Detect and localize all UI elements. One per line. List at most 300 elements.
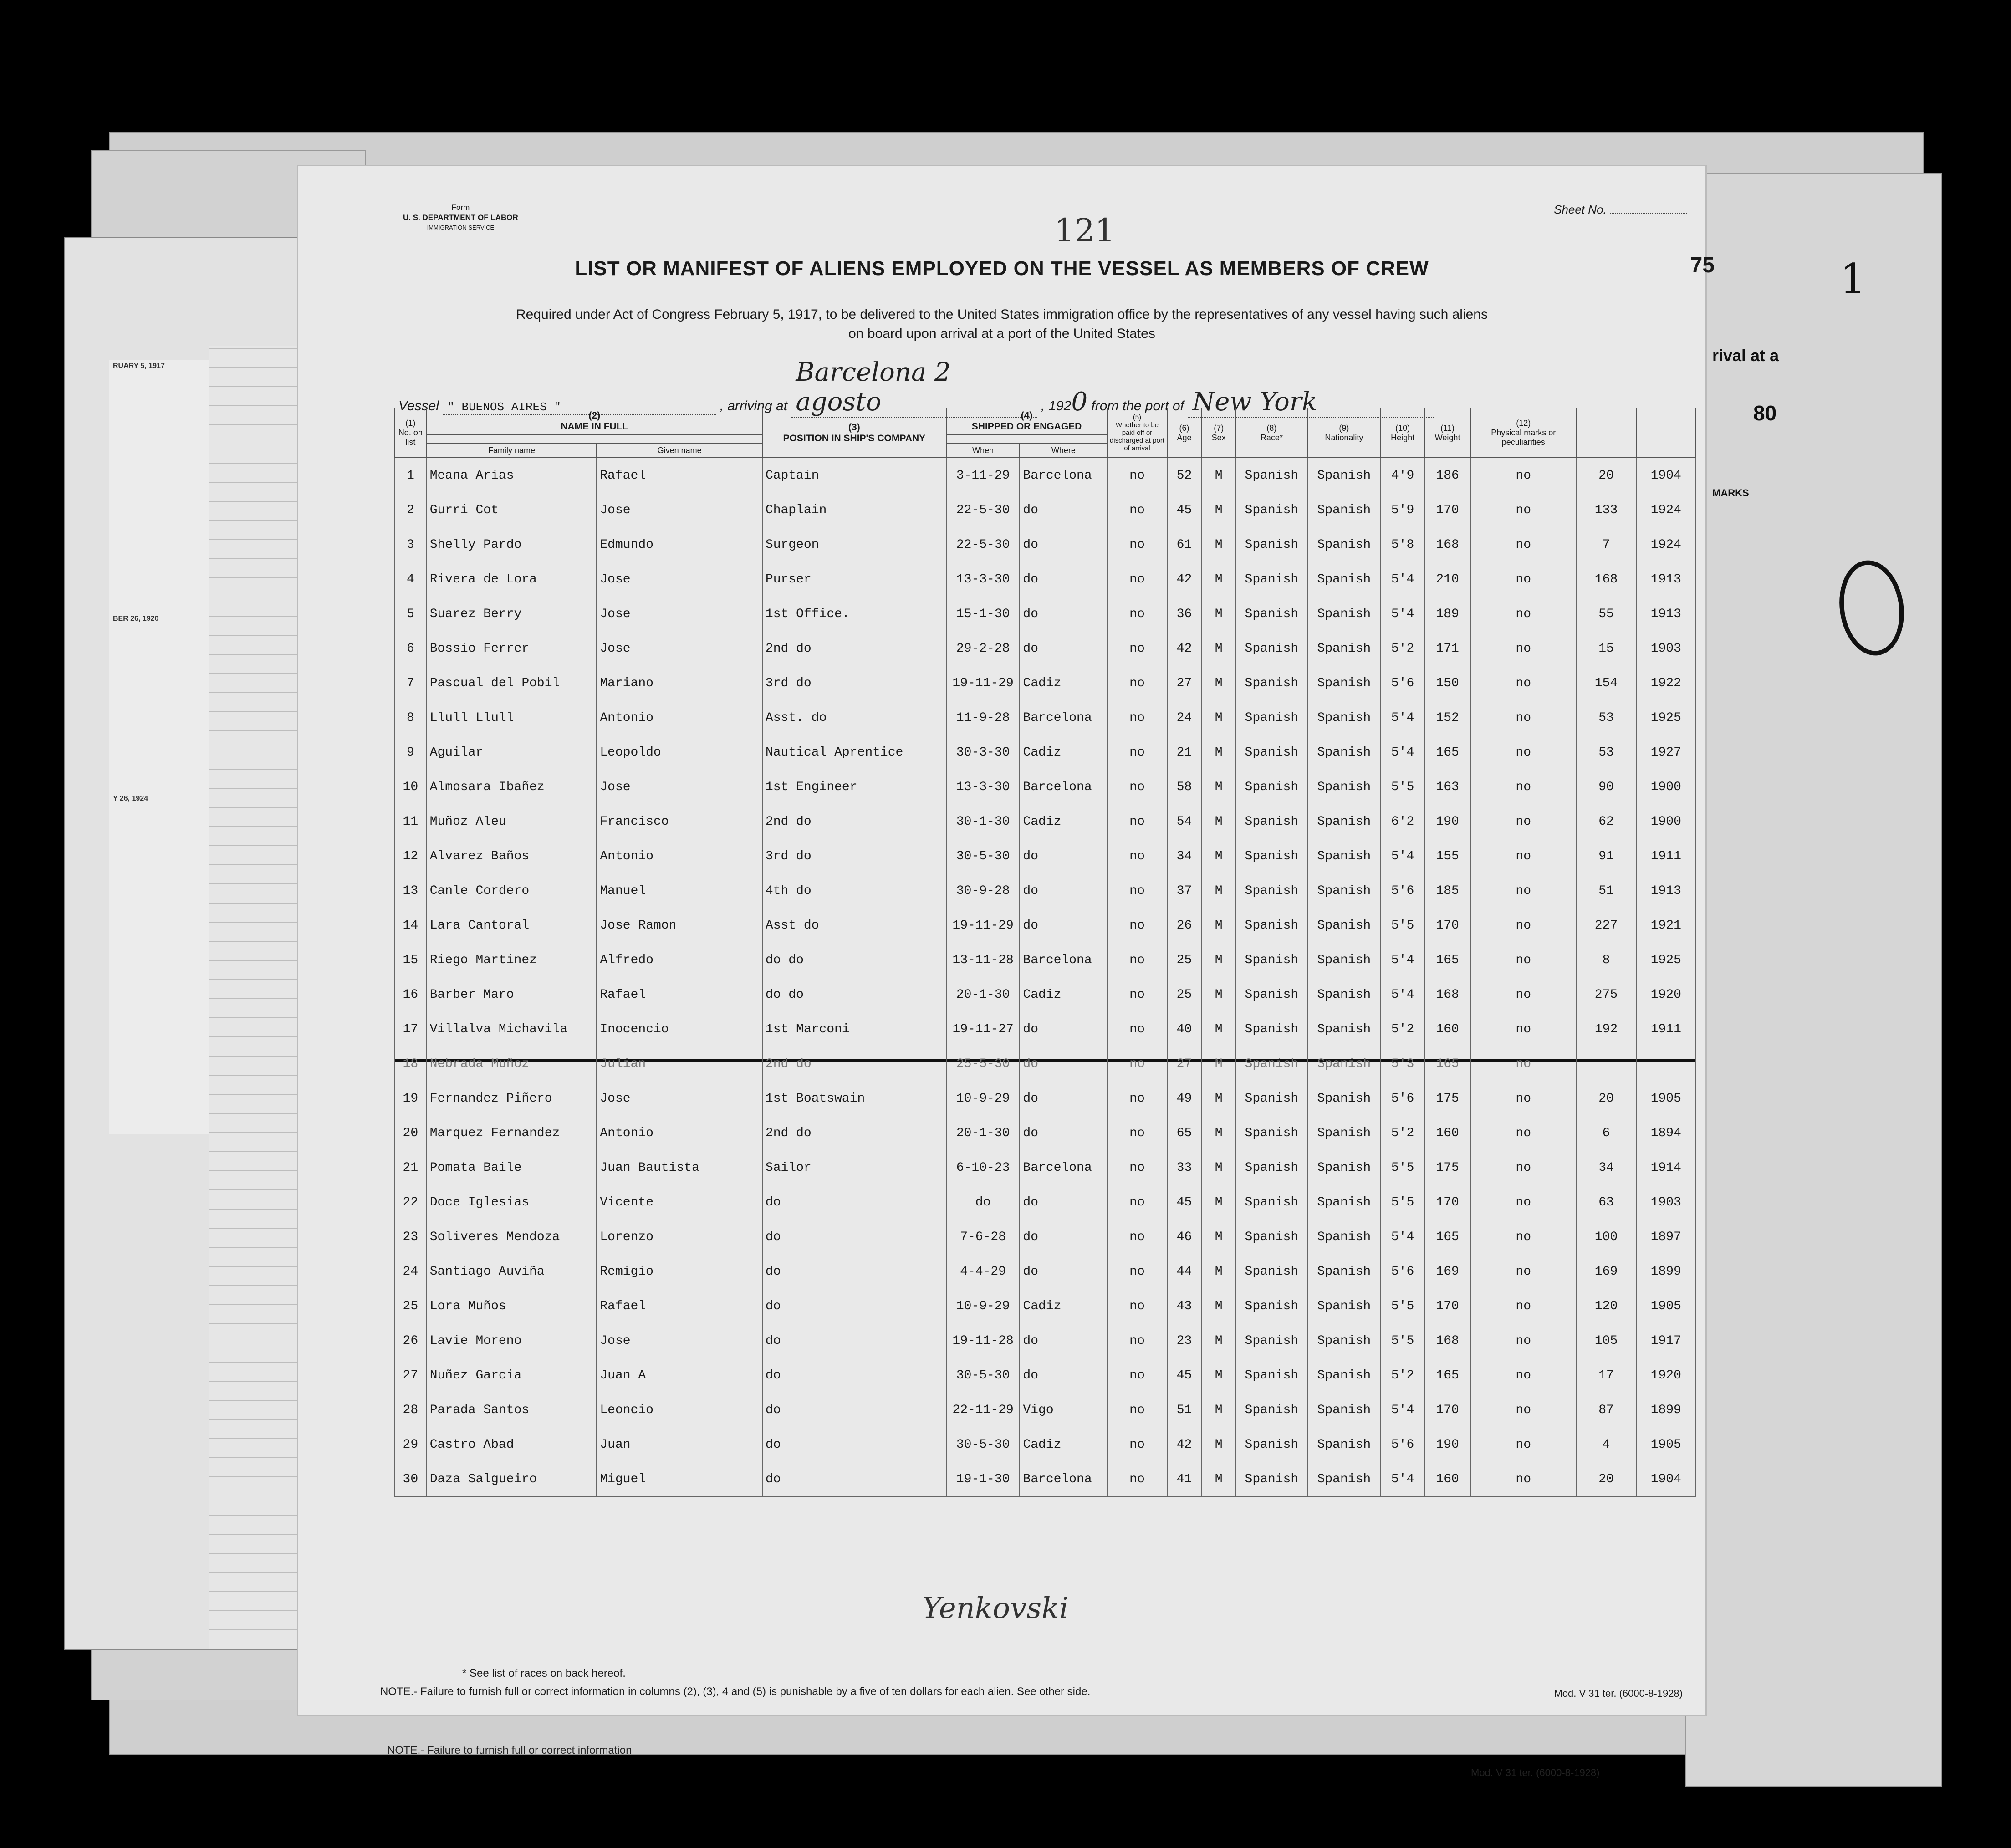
position-cell: 2nd do xyxy=(762,631,946,666)
extra-year-cell: 1894 xyxy=(1636,1116,1696,1150)
race-cell: Spanish xyxy=(1236,1427,1307,1462)
shipped-when-cell: 22-5-30 xyxy=(946,527,1020,562)
shipped-when-cell: 10-9-29 xyxy=(946,1081,1020,1116)
col-position-header: (3) POSITION IN SHIP'S COMPANY xyxy=(762,408,946,458)
paid-off-cell: no xyxy=(1107,1323,1167,1358)
weight-cell: 165 xyxy=(1424,1220,1470,1254)
position-cell: 1st Marconi xyxy=(762,1012,946,1047)
penalty-note: NOTE.- Failure to furnish full or correct information in columns (2), (3), 4 and (5) is punishable by a five of ten dollars for each alien. See other side. xyxy=(380,1685,1091,1698)
nationality-cell: Spanish xyxy=(1307,873,1381,908)
col-extra-2-header xyxy=(1636,408,1696,458)
family-name-cell: Lavie Moreno xyxy=(427,1323,597,1358)
sex-cell: M xyxy=(1201,1462,1236,1497)
age-cell: 24 xyxy=(1167,700,1202,735)
extra-year-cell: 1914 xyxy=(1636,1150,1696,1185)
table-row xyxy=(394,1012,1696,1047)
from-port-value: New York xyxy=(1188,387,1434,418)
extra-year-cell: 1911 xyxy=(1636,1012,1696,1047)
shipped-where-cell: Barcelona xyxy=(1020,700,1107,735)
physical-marks-cell: no xyxy=(1470,1289,1576,1323)
extra-number-cell: 275 xyxy=(1576,977,1636,1012)
given-name-cell: Vicente xyxy=(597,1185,762,1220)
row-number-cell: 21 xyxy=(394,1150,427,1185)
age-cell: 61 xyxy=(1167,527,1202,562)
extra-year-cell: 1925 xyxy=(1636,700,1696,735)
height-cell: 5'4 xyxy=(1381,1393,1424,1427)
nationality-cell: Spanish xyxy=(1307,770,1381,804)
weight-cell: 170 xyxy=(1424,1289,1470,1323)
sex-cell: M xyxy=(1201,1220,1236,1254)
weight-cell: 165 xyxy=(1424,1047,1470,1081)
sex-cell: M xyxy=(1201,1116,1236,1150)
row-number-cell: 18 xyxy=(394,1047,427,1081)
table-row xyxy=(394,597,1696,631)
given-name-cell: Jose xyxy=(597,1323,762,1358)
weight-cell: 168 xyxy=(1424,1323,1470,1358)
physical-marks-cell: no xyxy=(1470,1358,1576,1393)
family-name-cell: Canle Cordero xyxy=(427,873,597,908)
shipped-where-cell: Barcelona xyxy=(1020,1462,1107,1497)
paid-off-cell: no xyxy=(1107,1427,1167,1462)
under-sheet-note: NOTE.- Failure to furnish full or correct information xyxy=(387,1744,632,1756)
weight-cell: 186 xyxy=(1424,458,1470,493)
family-name-cell: Soliveres Mendoza xyxy=(427,1220,597,1254)
weight-cell: 170 xyxy=(1424,908,1470,943)
height-cell: 5'2 xyxy=(1381,1012,1424,1047)
position-cell: 1st Boatswain xyxy=(762,1081,946,1116)
position-cell: 2nd do xyxy=(762,1116,946,1150)
race-cell: Spanish xyxy=(1236,1323,1307,1358)
family-name-cell: Alvarez Baños xyxy=(427,839,597,873)
shipped-where-cell: do xyxy=(1020,1358,1107,1393)
shipped-when-cell: 11-9-28 xyxy=(946,700,1020,735)
family-name-cell: Castro Abad xyxy=(427,1427,597,1462)
given-name-cell: Antonio xyxy=(597,700,762,735)
height-cell: 5'2 xyxy=(1381,1358,1424,1393)
age-cell: 43 xyxy=(1167,1289,1202,1323)
col-given-name-header: Given name xyxy=(597,444,762,458)
age-cell: 40 xyxy=(1167,1012,1202,1047)
paid-off-cell: no xyxy=(1107,770,1167,804)
race-cell: Spanish xyxy=(1236,735,1307,770)
shipped-when-cell: 19-11-28 xyxy=(946,1323,1020,1358)
given-name-cell: Remigio xyxy=(597,1254,762,1289)
family-name-cell: Barber Maro xyxy=(427,977,597,1012)
family-name-cell: Nuñez Garcia xyxy=(427,1358,597,1393)
sex-cell: M xyxy=(1201,770,1236,804)
race-cell: Spanish xyxy=(1236,700,1307,735)
sex-cell: M xyxy=(1201,1254,1236,1289)
physical-marks-cell: no xyxy=(1470,597,1576,631)
arriving-label: , arriving at xyxy=(720,398,788,414)
shipped-when-cell: 10-9-29 xyxy=(946,1289,1020,1323)
family-name-cell: Parada Santos xyxy=(427,1393,597,1427)
given-name-cell: Antonio xyxy=(597,1116,762,1150)
table-row xyxy=(394,1047,1696,1081)
left-date-3: Y 26, 1924 xyxy=(113,795,148,802)
physical-marks-cell: no xyxy=(1470,493,1576,527)
row-number-cell: 24 xyxy=(394,1254,427,1289)
given-name-cell: Rafael xyxy=(597,458,762,493)
right-handwritten-one: 1 xyxy=(1840,255,1866,303)
extra-year-cell: 1905 xyxy=(1636,1289,1696,1323)
weight-cell: 165 xyxy=(1424,1358,1470,1393)
shipped-when-cell: 13-3-30 xyxy=(946,562,1020,597)
nationality-cell: Spanish xyxy=(1307,1185,1381,1220)
race-cell: Spanish xyxy=(1236,804,1307,839)
family-name-cell: Llull Llull xyxy=(427,700,597,735)
physical-marks-cell: no xyxy=(1470,1047,1576,1081)
shipped-where-cell: Cadiz xyxy=(1020,977,1107,1012)
row-number-cell: 3 xyxy=(394,527,427,562)
extra-number-cell: 91 xyxy=(1576,839,1636,873)
paid-off-cell: no xyxy=(1107,1150,1167,1185)
given-name-cell: Antonio xyxy=(597,839,762,873)
table-row xyxy=(394,1393,1696,1427)
nationality-cell: Spanish xyxy=(1307,804,1381,839)
given-name-cell: Mariano xyxy=(597,666,762,700)
paid-off-cell: no xyxy=(1107,1185,1167,1220)
paid-off-cell: no xyxy=(1107,1358,1167,1393)
race-cell: Spanish xyxy=(1236,1289,1307,1323)
extra-year-cell: 1911 xyxy=(1636,839,1696,873)
height-cell: 5'6 xyxy=(1381,1427,1424,1462)
nationality-cell: Spanish xyxy=(1307,1047,1381,1081)
col-height-header: (10) Height xyxy=(1381,408,1424,458)
weight-cell: 165 xyxy=(1424,943,1470,977)
extra-number-cell: 154 xyxy=(1576,666,1636,700)
sex-cell: M xyxy=(1201,873,1236,908)
table-row xyxy=(394,839,1696,873)
race-cell: Spanish xyxy=(1236,943,1307,977)
family-name-cell: Pascual del Pobil xyxy=(427,666,597,700)
nationality-cell: Spanish xyxy=(1307,1150,1381,1185)
given-name-cell: Leoncio xyxy=(597,1393,762,1427)
physical-marks-cell: no xyxy=(1470,873,1576,908)
position-cell: 4th do xyxy=(762,873,946,908)
position-cell: 1st Engineer xyxy=(762,770,946,804)
race-cell: Spanish xyxy=(1236,527,1307,562)
extra-number-cell: 53 xyxy=(1576,735,1636,770)
weight-cell: 175 xyxy=(1424,1081,1470,1116)
shipped-when-cell: 13-3-30 xyxy=(946,770,1020,804)
position-cell: Sailor xyxy=(762,1150,946,1185)
table-row xyxy=(394,1116,1696,1150)
race-cell: Spanish xyxy=(1236,1185,1307,1220)
family-name-cell: Daza Salgueiro xyxy=(427,1462,597,1497)
extra-number-cell: 20 xyxy=(1576,1462,1636,1497)
table-row xyxy=(394,1323,1696,1358)
crew-table-body xyxy=(394,458,1696,1497)
race-cell: Spanish xyxy=(1236,1254,1307,1289)
weight-cell: 171 xyxy=(1424,631,1470,666)
table-row xyxy=(394,700,1696,735)
shipped-when-cell: 3-11-29 xyxy=(946,458,1020,493)
nationality-cell: Spanish xyxy=(1307,493,1381,527)
row-number-cell: 10 xyxy=(394,770,427,804)
race-cell: Spanish xyxy=(1236,770,1307,804)
extra-number-cell: 15 xyxy=(1576,631,1636,666)
paid-off-cell: no xyxy=(1107,597,1167,631)
form-label: Form xyxy=(451,203,470,212)
age-cell: 45 xyxy=(1167,1358,1202,1393)
paid-off-cell: no xyxy=(1107,1081,1167,1116)
sex-cell: M xyxy=(1201,458,1236,493)
weight-cell: 189 xyxy=(1424,597,1470,631)
physical-marks-cell: no xyxy=(1470,1185,1576,1220)
age-cell: 41 xyxy=(1167,1462,1202,1497)
height-cell: 5'5 xyxy=(1381,1289,1424,1323)
left-legal-text xyxy=(109,360,209,1134)
extra-year-cell: 1913 xyxy=(1636,597,1696,631)
position-cell: do xyxy=(762,1254,946,1289)
physical-marks-cell: no xyxy=(1470,735,1576,770)
given-name-cell: Juan Bautista xyxy=(597,1150,762,1185)
race-cell: Spanish xyxy=(1236,631,1307,666)
height-cell: 5'5 xyxy=(1381,1185,1424,1220)
family-name-cell: Doce Iglesias xyxy=(427,1185,597,1220)
extra-number-cell: 63 xyxy=(1576,1185,1636,1220)
given-name-cell: Julian xyxy=(597,1047,762,1081)
form-header xyxy=(403,203,518,233)
crew-table xyxy=(394,408,1696,1497)
table-row xyxy=(394,804,1696,839)
family-name-cell: Santiago Auviña xyxy=(427,1254,597,1289)
physical-marks-cell: no xyxy=(1470,1393,1576,1427)
paid-off-cell: no xyxy=(1107,1012,1167,1047)
nationality-cell: Spanish xyxy=(1307,1081,1381,1116)
shipped-where-cell: do xyxy=(1020,631,1107,666)
sex-cell: M xyxy=(1201,735,1236,770)
weight-cell: 160 xyxy=(1424,1116,1470,1150)
position-cell: Captain xyxy=(762,458,946,493)
position-cell: do xyxy=(762,1289,946,1323)
shipped-where-cell: Cadiz xyxy=(1020,804,1107,839)
race-cell: Spanish xyxy=(1236,1393,1307,1427)
race-cell: Spanish xyxy=(1236,1462,1307,1497)
requirement-text xyxy=(326,305,1678,343)
shipped-where-cell: do xyxy=(1020,1323,1107,1358)
position-cell: Chaplain xyxy=(762,493,946,527)
race-cell: Spanish xyxy=(1236,839,1307,873)
age-cell: 54 xyxy=(1167,804,1202,839)
race-cell: Spanish xyxy=(1236,493,1307,527)
given-name-cell: Lorenzo xyxy=(597,1220,762,1254)
shipped-where-cell: Cadiz xyxy=(1020,735,1107,770)
row-number-cell: 8 xyxy=(394,700,427,735)
col-marks-header: (12) Physical marks or peculiarities xyxy=(1470,408,1576,458)
position-cell: do xyxy=(762,1220,946,1254)
col-weight-header: (11) Weight xyxy=(1424,408,1470,458)
extra-year-cell: 1924 xyxy=(1636,493,1696,527)
extra-year-cell: 1903 xyxy=(1636,1185,1696,1220)
table-row xyxy=(394,1185,1696,1220)
row-number-cell: 17 xyxy=(394,1012,427,1047)
height-cell: 5'4 xyxy=(1381,562,1424,597)
age-cell: 26 xyxy=(1167,908,1202,943)
extra-number-cell: 227 xyxy=(1576,908,1636,943)
shipped-where-cell: do xyxy=(1020,597,1107,631)
shipped-where-cell: do xyxy=(1020,908,1107,943)
extra-year-cell: 1924 xyxy=(1636,527,1696,562)
family-name-cell: Fernandez Piñero xyxy=(427,1081,597,1116)
sex-cell: M xyxy=(1201,943,1236,977)
extra-year-cell: 1920 xyxy=(1636,977,1696,1012)
sex-cell: M xyxy=(1201,1150,1236,1185)
shipped-where-cell: Cadiz xyxy=(1020,1289,1107,1323)
paid-off-cell: no xyxy=(1107,458,1167,493)
paid-off-cell: no xyxy=(1107,700,1167,735)
shipped-when-cell: 30-5-30 xyxy=(946,1358,1020,1393)
race-cell: Spanish xyxy=(1236,977,1307,1012)
physical-marks-cell: no xyxy=(1470,1220,1576,1254)
shipped-where-cell: Barcelona xyxy=(1020,770,1107,804)
paid-off-cell: no xyxy=(1107,839,1167,873)
table-row xyxy=(394,631,1696,666)
race-cell: Spanish xyxy=(1236,1081,1307,1116)
page-number: 75 xyxy=(1690,253,1715,277)
nationality-cell: Spanish xyxy=(1307,631,1381,666)
weight-cell: 190 xyxy=(1424,804,1470,839)
given-name-cell: Jose xyxy=(597,631,762,666)
sex-cell: M xyxy=(1201,597,1236,631)
height-cell: 4'9 xyxy=(1381,458,1424,493)
table-row xyxy=(394,493,1696,527)
given-name-cell: Jose xyxy=(597,770,762,804)
paid-off-cell: no xyxy=(1107,977,1167,1012)
given-name-cell: Manuel xyxy=(597,873,762,908)
nationality-cell: Spanish xyxy=(1307,943,1381,977)
shipped-when-cell: 19-11-27 xyxy=(946,1012,1020,1047)
table-row xyxy=(394,1462,1696,1497)
extra-number-cell: 55 xyxy=(1576,597,1636,631)
age-cell: 34 xyxy=(1167,839,1202,873)
paid-off-cell: no xyxy=(1107,527,1167,562)
paid-off-cell: no xyxy=(1107,804,1167,839)
department-name: U. S. DEPARTMENT OF LABOR xyxy=(403,213,518,222)
position-cell: do do xyxy=(762,943,946,977)
weight-cell: 185 xyxy=(1424,873,1470,908)
row-number-cell: 23 xyxy=(394,1220,427,1254)
table-row xyxy=(394,1289,1696,1323)
shipped-when-cell: 22-11-29 xyxy=(946,1393,1020,1427)
nationality-cell: Spanish xyxy=(1307,597,1381,631)
row-number-cell: 28 xyxy=(394,1393,427,1427)
position-cell: do xyxy=(762,1427,946,1462)
race-cell: Spanish xyxy=(1236,873,1307,908)
position-cell: do xyxy=(762,1185,946,1220)
family-name-cell: Pomata Baile xyxy=(427,1150,597,1185)
family-name-cell: Villalva Michavila xyxy=(427,1012,597,1047)
shipped-when-cell: 6-10-23 xyxy=(946,1150,1020,1185)
paid-off-cell: no xyxy=(1107,1254,1167,1289)
physical-marks-cell: no xyxy=(1470,700,1576,735)
physical-marks-cell: no xyxy=(1470,562,1576,597)
family-name-cell: Almosara Ibañez xyxy=(427,770,597,804)
nationality-cell: Spanish xyxy=(1307,977,1381,1012)
row-number-cell: 9 xyxy=(394,735,427,770)
paid-off-cell: no xyxy=(1107,1289,1167,1323)
position-cell: do xyxy=(762,1358,946,1393)
col-nationality-header: (9) Nationality xyxy=(1307,408,1381,458)
sex-cell: M xyxy=(1201,908,1236,943)
weight-cell: 210 xyxy=(1424,562,1470,597)
position-cell: do xyxy=(762,1393,946,1427)
table-row xyxy=(394,770,1696,804)
weight-cell: 170 xyxy=(1424,1185,1470,1220)
extra-number-cell: 192 xyxy=(1576,1012,1636,1047)
height-cell: 5'4 xyxy=(1381,597,1424,631)
row-number-cell: 14 xyxy=(394,908,427,943)
extra-year-cell xyxy=(1636,1047,1696,1081)
height-cell: 5'2 xyxy=(1381,631,1424,666)
col-extra-1-header xyxy=(1576,408,1636,458)
shipped-when-cell: 19-11-29 xyxy=(946,666,1020,700)
weight-cell: 168 xyxy=(1424,977,1470,1012)
position-cell: do xyxy=(762,1323,946,1358)
age-cell: 44 xyxy=(1167,1254,1202,1289)
races-note: * See list of races on back hereof. xyxy=(462,1667,626,1680)
given-name-cell: Juan xyxy=(597,1427,762,1462)
height-cell: 5'6 xyxy=(1381,873,1424,908)
sex-cell: M xyxy=(1201,1289,1236,1323)
paid-off-cell: no xyxy=(1107,1393,1167,1427)
given-name-cell: Jose xyxy=(597,493,762,527)
col-age-header: (6) Age xyxy=(1167,408,1202,458)
year-value: 0 xyxy=(1071,387,1088,417)
nationality-cell: Spanish xyxy=(1307,527,1381,562)
shipped-where-cell: do xyxy=(1020,839,1107,873)
age-cell: 23 xyxy=(1167,1323,1202,1358)
right-number: 80 xyxy=(1753,401,1777,425)
height-cell: 5'5 xyxy=(1381,908,1424,943)
physical-marks-cell: no xyxy=(1470,977,1576,1012)
nationality-cell: Spanish xyxy=(1307,908,1381,943)
height-cell: 5'4 xyxy=(1381,839,1424,873)
extra-year-cell: 1903 xyxy=(1636,631,1696,666)
sex-cell: M xyxy=(1201,562,1236,597)
weight-cell: 150 xyxy=(1424,666,1470,700)
extra-year-cell: 1920 xyxy=(1636,1358,1696,1393)
extra-year-cell: 1905 xyxy=(1636,1081,1696,1116)
left-date-1: RUARY 5, 1917 xyxy=(113,362,165,370)
physical-marks-cell: no xyxy=(1470,631,1576,666)
sex-cell: M xyxy=(1201,1047,1236,1081)
extra-year-cell: 1904 xyxy=(1636,1462,1696,1497)
paid-off-cell: no xyxy=(1107,493,1167,527)
right-arrival-text: rival at a xyxy=(1712,346,1779,365)
paid-off-cell: no xyxy=(1107,908,1167,943)
shipped-where-cell: do xyxy=(1020,1254,1107,1289)
table-row xyxy=(394,735,1696,770)
physical-marks-cell: no xyxy=(1470,804,1576,839)
shipped-when-cell: 25-5-30 xyxy=(946,1047,1020,1081)
paid-off-cell: no xyxy=(1107,1462,1167,1497)
shipped-when-cell: 4-4-29 xyxy=(946,1254,1020,1289)
extra-number-cell: 133 xyxy=(1576,493,1636,527)
sex-cell: M xyxy=(1201,1012,1236,1047)
extra-year-cell: 1917 xyxy=(1636,1323,1696,1358)
family-name-cell: Shelly Pardo xyxy=(427,527,597,562)
height-cell: 5'4 xyxy=(1381,735,1424,770)
shipped-where-cell: Vigo xyxy=(1020,1393,1107,1427)
position-cell: do do xyxy=(762,977,946,1012)
col-no-header: (1) No. on list xyxy=(394,408,427,458)
age-cell: 27 xyxy=(1167,666,1202,700)
extra-number-cell: 169 xyxy=(1576,1254,1636,1289)
nationality-cell: Spanish xyxy=(1307,1462,1381,1497)
height-cell: 5'4 xyxy=(1381,1220,1424,1254)
